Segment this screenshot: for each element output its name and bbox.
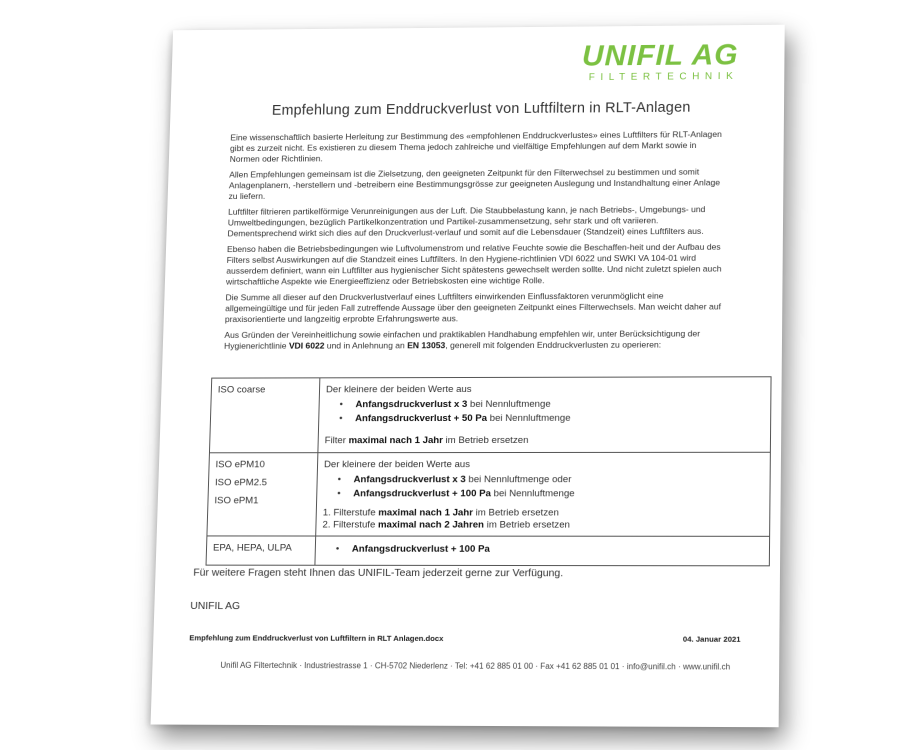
footer-date: 04. Januar 2021 [682,634,741,644]
filter-class: ISO ePM10 [215,459,266,471]
document-title: Empfehlung zum Enddruckverlust von Luftfiltern in RLT-Anlagen [271,99,691,119]
bullet-bold: Anfangsdruckverlust x 3 [355,398,468,411]
signature: UNIFIL AG [190,600,241,613]
paragraph: Allen Empfehlungen gemeinsam ist die Zielsetzung, den geeigneten Zeitpunkt für den Filterwechsel zu bestimmen und somit Anlagenplanern, -herstellern und -betreibern eine Bestimmungsgrösse zur geeigneten Auslegung und Instandhaltung einer Anlage zu liefern. [228,166,721,202]
paragraph: Eine wissenschaftlich basierte Herleitung zur Bestimmung des «empfohlenen Enddruckverlustes» eines Luftfilters für RLT-Anlagen gibt es zurzeit nicht. Es existieren zu diesem Thema jedoch zahlreiche und vielfältige Empfehlungen auf dem Markt sowie in Normen oder Richtlinien. [229,129,722,164]
filter-class: ISO ePM2.5 [214,477,268,489]
closing-sentence: Für weitere Fragen steht Ihnen das UNIFIL-Team jederzeit gerne zur Verfügung. [193,567,564,580]
logo-wordmark: UNIFIL AG [581,38,739,73]
filter-class: ISO coarse [217,384,266,396]
replacement-rule [322,519,763,530]
bullet-bold: Anfangsdruckverlust + 100 Pa [353,488,492,500]
document-page [151,25,785,728]
recommendation-cell [318,377,771,453]
norm-en-13053: EN 13053 [407,340,446,351]
text-run: 2. Filterstufe [322,519,379,531]
table-row [207,452,770,536]
text-run: im Betrieb ersetzen [442,434,529,447]
text-run: , generell mit folgenden Enddruckverlusten zu operieren: [445,339,662,351]
text-run: im Betrieb ersetzen [472,507,559,519]
text-run: Filter [324,435,349,447]
company-logo [581,38,739,84]
recommendation-cell [315,536,770,566]
filter-class: EPA, HEPA, ULPA [212,542,292,554]
filter-class-cell [209,378,319,453]
bullet-bold: Anfangsdruckverlust + 100 Pa [351,543,490,555]
text-run: 1. Filterstufe [322,507,379,519]
replacement-rule [325,435,764,447]
table-row [209,377,771,453]
text-run-bold: maximal nach 1 Jahr [378,507,474,519]
paragraph: Luftfilter filtrieren partikelförmige Verunreinigungen aus der Luft. Die Staubbelastung kann, je nach Betriebs-, Umgebungs- und Umweltbedingungen, bezüglich Partikelkonzentration und Partikel-zusammensetzung, sehr stark und oft variieren. Dementsprechend wirkt sich dies auf den Druckverlust-verlauf und somit auf die Lebensdauer (Standzeit) eines Luftfilters aus. [227,204,706,239]
text-run: und in Anlehnung an [324,340,408,351]
spacer [323,500,763,506]
recommendation-intro: Der kleinere der beiden Werte aus [323,459,471,471]
footer-address: Unifil AG Filtertechnik · Industriestrasse 1 · CH-5702 Niederlenz · Tel: +41 62 885 01 00 · Fax +41 62 885 01 01 · info@unifil.ch · www.unifil.ch [220,660,731,672]
bullet-text: bei Nennluftmenge [467,398,551,410]
paragraph: Die Summe all dieser auf den Druckverlustverlauf eines Luftfilters einwirkenden Einflussfaktoren verunmöglicht eine allgemeingültige und für jeden Fall zutreffende Aussage über den geeigneten Zeitpunkt eines Filterwechsels. Man weicht daher auf praxisorientierte und langzeitig erprobte Erfahrungswerte aus. [224,290,722,325]
body-text [224,129,726,357]
footer-filename: Empfehlung zum Enddruckverlust von Luftfiltern in RLT Anlagen.docx [189,633,444,644]
logo-tagline: FILTERTECHNIK [588,71,739,84]
filter-class: ISO ePM1 [214,495,259,507]
bullet-item [355,412,764,424]
spacer [325,425,764,432]
text-run-bold: maximal nach 2 Jahren [377,519,485,531]
recommendation-cell [316,452,771,536]
text-run-bold: maximal nach 1 Jahr [348,435,444,447]
bullet-item [353,488,763,499]
recommendation-intro: Der kleinere der beiden Werte aus [325,383,472,396]
bullet-item [352,544,763,556]
filter-class-cell [206,536,316,565]
paragraph: Ebenso haben die Betriebsbedingungen wie Luftvolumenstrom und relative Feuchte sowie die Beschaffen-heit und der Aufbau des Filters selbst Auswirkungen auf die Standzeit eines Luftfilters. In den Hygiene-richtlinien VDI 6022 und SWKI VA 104-01 wird ausserdem definiert, wann ein Luftfilter aus hygienischer Sicht spätestens gewechselt werden sollte. Und nicht zuletzt spielen auch wirtschaftliche Aspekte wie Energieeffizienz oder Betriebskosten eine wichtige Rolle. [225,241,722,287]
bullet-bold: Anfangsdruckverlust x 3 [353,474,466,486]
paragraph-recommendation [224,328,724,351]
text-run: Aus Gründen der Vereinheitlichung sowie einfachen und praktikablen Handhabung empfehlen wir, unter Berücksichtigung der Hygienerichtlinie [223,328,701,351]
bullet-text: bei Nennluftmenge [490,488,575,500]
bullet-item [353,474,763,485]
bullet-text: bei Nennluftmenge oder [465,474,572,486]
filter-class-cell [207,453,318,536]
text-run: im Betrieb ersetzen [483,519,571,531]
norm-vdi-6022: VDI 6022 [288,340,325,351]
replacement-rule [323,507,764,518]
recommendation-table [206,376,772,566]
bullet-bold: Anfangsdruckverlust + 50 Pa [355,412,488,425]
table-row [206,536,770,566]
bullet-text: bei Nennluftmenge [486,412,571,424]
bullet-item [355,398,764,410]
